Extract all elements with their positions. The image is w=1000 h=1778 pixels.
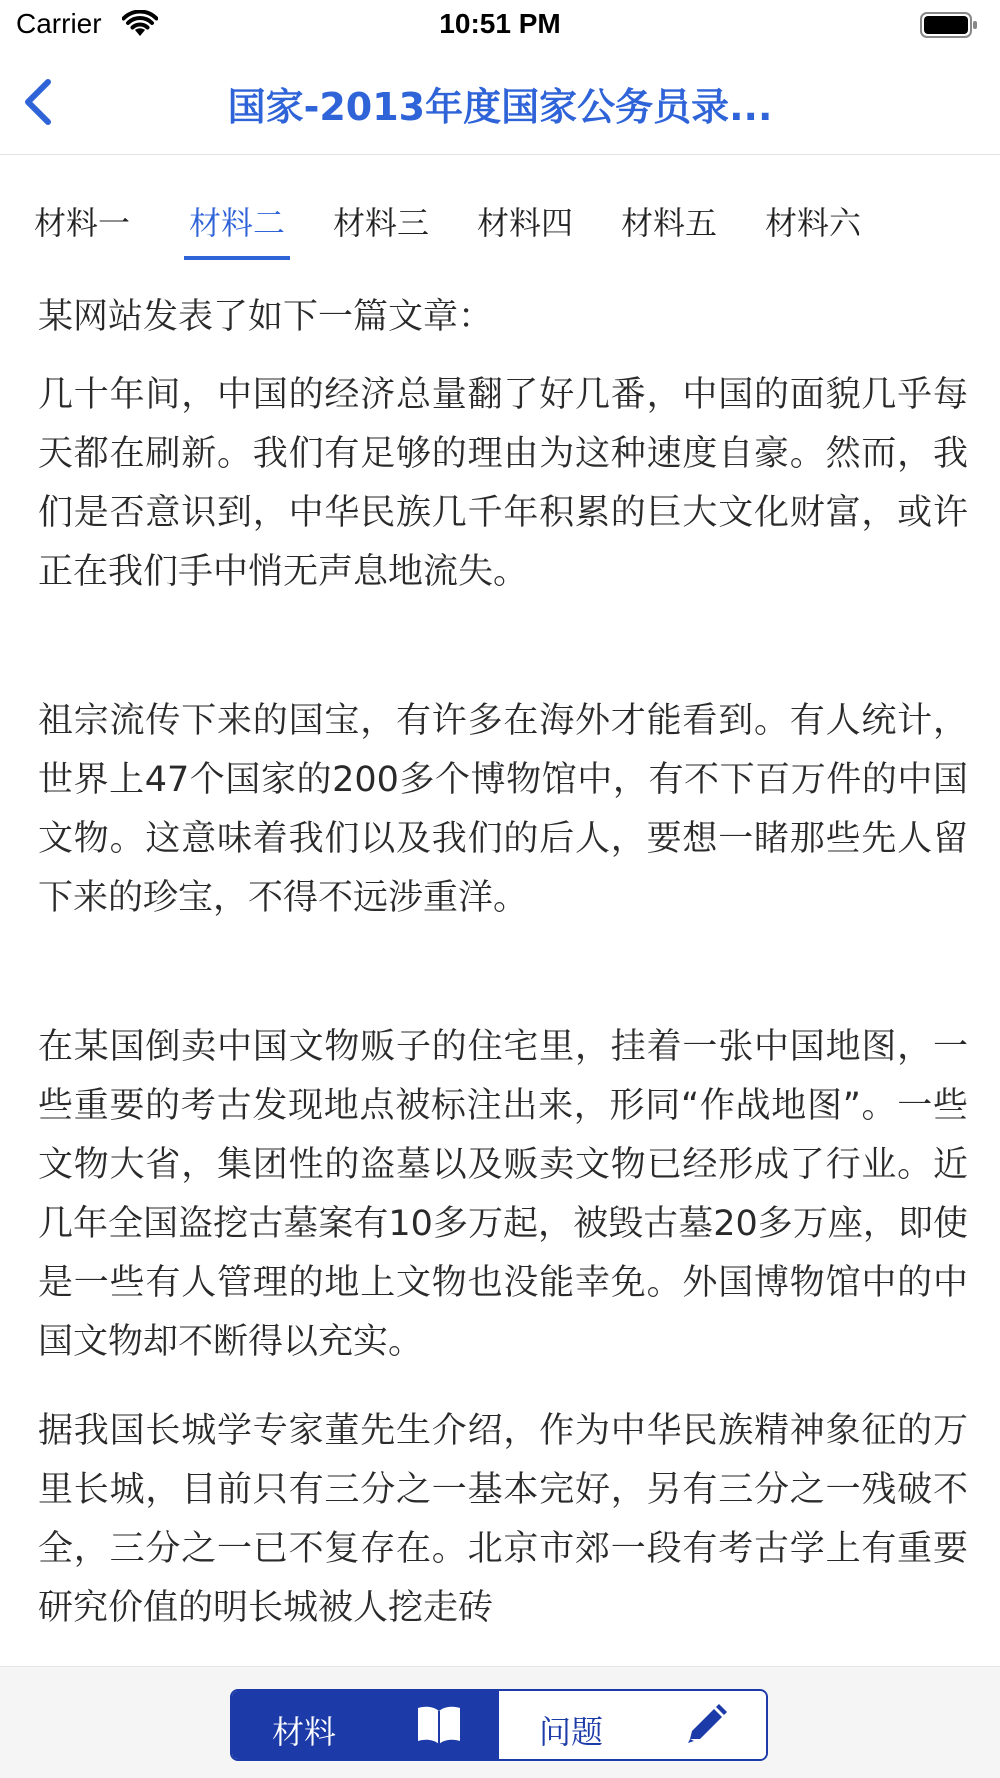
tab-material-1[interactable] bbox=[20, 194, 144, 264]
material-intro: 某网站发表了如下一篇文章： bbox=[38, 297, 494, 337]
tab-material-5[interactable] bbox=[607, 194, 731, 264]
active-tab-indicator bbox=[184, 256, 290, 260]
material-content[interactable] bbox=[38, 286, 968, 1666]
paragraph: 祖宗流传下来的国宝，有许多在海外才能看到。有人统计，世界上47个国家的200多个博物馆中，有不下百万件的中国文物。这意味着我们以及我们的后人，要想一睹那些先人留下来的珍宝，不得不远涉重洋。 bbox=[38, 701, 968, 918]
tab-label: 材料二 bbox=[188, 204, 285, 242]
tab-label: 材料六 bbox=[764, 204, 861, 242]
pencil-icon bbox=[682, 1703, 730, 1747]
paragraph: 几十年间，中国的经济总量翻了好几番，中国的面貌几乎每天都在刷新。我们有足够的理由为这种速度自豪。然而，我们是否意识到，中华民族几千年积累的巨大文化财富，或许正在我们手中悄无声息地流失。 bbox=[38, 375, 968, 592]
material-question-switch bbox=[230, 1689, 768, 1761]
paragraph-spacer bbox=[38, 1372, 968, 1402]
status-time: 10:51 PM bbox=[439, 8, 561, 39]
paragraph-spacer bbox=[38, 602, 968, 692]
status-bar bbox=[0, 0, 1000, 52]
paragraph: 在某国倒卖中国文物贩子的住宅里，挂着一张中国地图，一些重要的考古发现地点被标注出来，形同“作战地图”。一些文物大省，集团性的盗墓以及贩卖文物已经形成了行业。近几年全国盗挖古墓案有10多万起，被毁古墓20多万座，即使是一些有人管理的地上文物也没能幸免。外国博物馆中的中国文物却不断得以充实。 bbox=[38, 1027, 968, 1362]
bottom-toolbar bbox=[0, 1666, 1000, 1778]
paragraph: 据我国长城学专家董先生介绍，作为中华民族精神象征的万里长城，目前只有三分之一基本完好，另有三分之一残破不全，三分之一已不复存在。北京市郊一段有考古学上有重要研究价值的明长城被人挖走砖 bbox=[38, 1411, 968, 1628]
tab-material-6[interactable] bbox=[751, 194, 875, 264]
battery-icon bbox=[920, 12, 978, 38]
materials-segment[interactable] bbox=[232, 1691, 499, 1759]
navigation-bar bbox=[0, 52, 1000, 155]
tab-label: 材料四 bbox=[476, 204, 573, 242]
carrier-label: Carrier bbox=[16, 8, 102, 39]
tab-material-2[interactable] bbox=[175, 194, 299, 264]
tab-label: 材料三 bbox=[332, 204, 429, 242]
tab-material-4[interactable] bbox=[463, 194, 587, 264]
material-tabs bbox=[20, 194, 980, 264]
page-title: 国家-2013年度国家公务员录... bbox=[227, 85, 773, 129]
tab-label: 材料五 bbox=[620, 204, 717, 242]
segment-label: 材料 bbox=[272, 1713, 337, 1751]
book-icon bbox=[415, 1703, 463, 1747]
questions-segment[interactable] bbox=[499, 1691, 766, 1759]
tab-material-3[interactable] bbox=[319, 194, 443, 264]
paragraph-spacer bbox=[38, 928, 968, 1018]
tab-label: 材料一 bbox=[33, 204, 130, 242]
segment-label: 问题 bbox=[539, 1713, 604, 1751]
